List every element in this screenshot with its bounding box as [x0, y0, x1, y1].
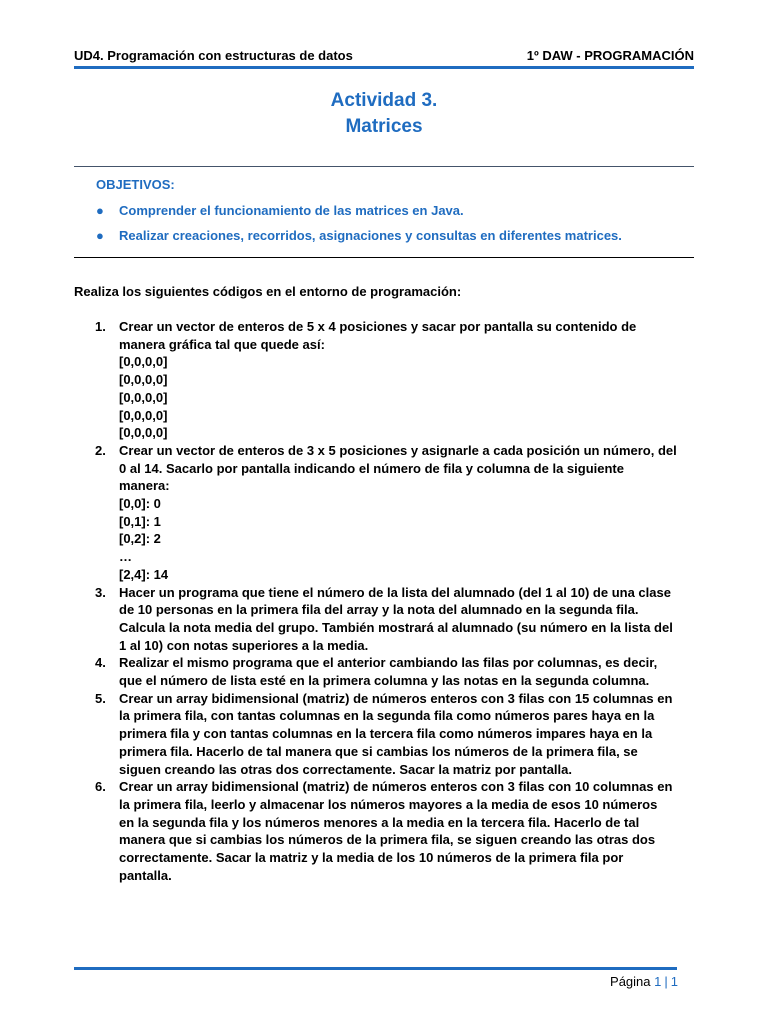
- task-line: en la segunda fila y los números menores a la media en la tercera fila. Hacerlo de tal: [119, 814, 640, 830]
- task-line: Crear un vector de enteros de 5 x 4 posiciones y sacar por pantalla su contenido de: [119, 319, 637, 334]
- objectives-label: OBJETIVOS:: [96, 177, 175, 192]
- task-line: [2,4]: 14: [119, 566, 169, 582]
- task-line: Crear un array bidimensional (matriz) de números enteros con 3 filas con 15 columnas en: [119, 690, 673, 706]
- task-line: [0,1]: 1: [119, 513, 161, 529]
- objective-item: [96, 202, 686, 220]
- objective-text: Comprender el funcionamiento de las matrices en Java.: [119, 203, 464, 218]
- task-number: 6.: [95, 779, 106, 795]
- task-line: manera que si cambias los números de la primera fila, se siguen creando las otras dos: [119, 832, 656, 848]
- header-module-title: 1º DAW - PROGRAMACIÓN: [526, 48, 694, 63]
- task-line: …: [119, 549, 132, 565]
- task-line: primera fila. Hacerlo de tal manera que si cambias los números de la primera fila, se: [119, 743, 638, 759]
- task-line: manera gráfica tal que quede así:: [119, 336, 325, 352]
- objectives-bottom-divider: [74, 257, 694, 258]
- task-line: [0,0]: 0: [119, 496, 161, 512]
- task-line: [0,2]: 2: [119, 531, 161, 547]
- task-line: Crear un array bidimensional (matriz) de números enteros con 3 filas con 10 columnas en: [119, 779, 673, 795]
- task-number: 1.: [95, 319, 106, 334]
- task-line: Realizar el mismo programa que el anterior cambiando las filas por columnas, es decir,: [119, 655, 658, 671]
- task-item: [95, 690, 695, 779]
- task-line: 1 al 10) con notas superiores a la media.: [119, 637, 369, 653]
- page-footer: [560, 972, 678, 992]
- task-list: [95, 318, 695, 885]
- objective-text: Realizar creaciones, recorridos, asignaciones y consultas en diferentes matrices.: [119, 228, 622, 243]
- objectives-box: [96, 175, 686, 245]
- task-line: primera fila y con tantas columnas en la tercera fila como números impares haya en la: [119, 726, 653, 742]
- task-line: manera:: [119, 478, 170, 494]
- objective-item: [96, 227, 686, 245]
- task-number: 5.: [95, 690, 106, 706]
- task-item: [95, 442, 695, 584]
- page-label: Página: [610, 974, 651, 989]
- title-line-1: Actividad 3.: [330, 90, 438, 111]
- objectives-top-divider: [74, 166, 694, 167]
- task-line: que el número de lista esté en la primera columna y las notas en la segunda columna.: [119, 673, 650, 689]
- task-line: pantalla.: [119, 867, 172, 883]
- task-item: [95, 318, 695, 442]
- task-line: [0,0,0,0]: [119, 407, 168, 423]
- task-line: [0,0,0,0]: [119, 425, 168, 441]
- task-item: [95, 584, 695, 655]
- task-line: de 10 personas en la primera fila del array y la nota del alumnado en la segunda fila.: [119, 602, 639, 618]
- task-number: 2.: [95, 442, 106, 458]
- header-course-title: UD4. Programación con estructuras de datos: [74, 48, 353, 63]
- footer-divider: [74, 967, 677, 970]
- task-line: [0,0,0,0]: [119, 372, 168, 388]
- title-line-2: Matrices: [345, 116, 423, 137]
- page-separator: |: [664, 974, 668, 989]
- page-title: [74, 88, 694, 140]
- page-header: [74, 46, 694, 66]
- page-current: 1: [654, 974, 662, 989]
- task-line: la primera fila, con tantas columnas en la segunda fila como números pares haya en la: [119, 708, 655, 724]
- task-line: la primera fila, leerlo y almacenar los números mayores a la media de esos 10 números: [119, 796, 658, 812]
- intro-text: Realiza los siguientes códigos en el entorno de programación:: [74, 284, 462, 299]
- task-line: [0,0,0,0]: [119, 354, 168, 370]
- bullet-icon: ●: [96, 228, 104, 243]
- bullet-icon: ●: [96, 203, 104, 218]
- task-line: Hacer un programa que tiene el número de la lista del alumnado (del 1 al 10) de una clase: [119, 584, 671, 600]
- task-line: siguen creando las otras dos correctamente. Sacar la matriz por pantalla.: [119, 761, 572, 777]
- header-divider: [74, 66, 694, 69]
- task-line: Calcula la nota media del grupo. También mostrará al alumnado (su número en la lista del: [119, 619, 673, 635]
- task-item: [95, 654, 695, 689]
- task-number: 4.: [95, 655, 106, 671]
- task-number: 3.: [95, 584, 106, 600]
- task-line: correctamente. Sacar la matriz y la media de los 10 números de la primera fila por: [119, 850, 624, 866]
- task-line: 0 al 14. Sacarlo por pantalla indicando el número de fila y columna de la siguiente: [119, 460, 624, 476]
- page-total: 1: [670, 974, 678, 989]
- task-line: Crear un vector de enteros de 3 x 5 posiciones y asignarle a cada posición un número, del: [119, 442, 677, 458]
- task-line: [0,0,0,0]: [119, 389, 168, 405]
- task-item: [95, 778, 695, 884]
